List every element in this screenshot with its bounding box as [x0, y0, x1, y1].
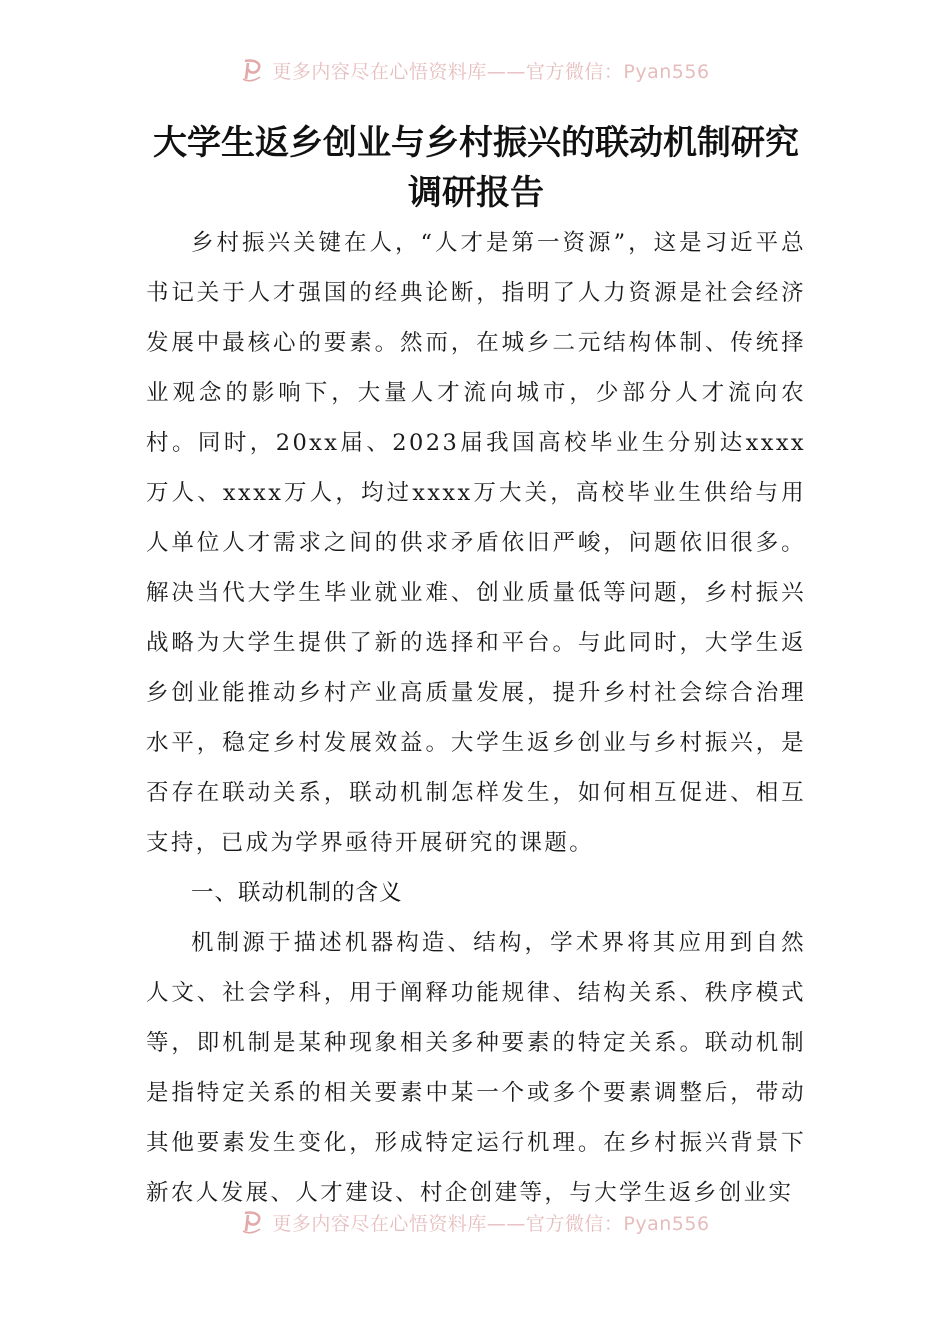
document-body: [146, 118, 806, 1218]
stylized-p-logo-icon: [240, 57, 266, 83]
intro-paragraph: 乡村振兴关键在人，“人才是第一资源”，这是习近平总书记关于人才强国的经典论断，指明了人力资源是社会经济发展中最核心的要素。然而，在城乡二元结构体制、传统择业观念的影响下，大量人才流向城市，少部分人才流向农村。同时，20xx届、2023届我国高校毕业生分别达xxxx万人、xxxx万人，均过xxxx万大关，高校毕业生供给与用人单位人才需求之间的供求矛盾依旧严峻，问题依旧很多。解决当代大学生毕业就业难、创业质量低等问题，乡村振兴战略为大学生提供了新的选择和平台。与此同时，大学生返乡创业能推动乡村产业高质量发展，提升乡村社会综合治理水平，稳定乡村发展效益。大学生返乡创业与乡村振兴，是否存在联动关系，联动机制怎样发生，如何相互促进、相互支持，已成为学界亟待开展研究的课题。: [146, 230, 806, 856]
watermark-header: [0, 56, 950, 84]
watermark-text: 更多内容尽在心悟资料库——官方微信：Pyan556: [272, 60, 710, 83]
stylized-p-logo-icon: [240, 1209, 266, 1235]
watermark-text: 更多内容尽在心悟资料库——官方微信：Pyan556: [272, 1212, 710, 1235]
watermark-footer: [0, 1208, 950, 1236]
page-title: 大学生返乡创业与乡村振兴的联动机制研究调研报告: [153, 123, 799, 213]
section-heading: 一、联动机制的含义: [191, 880, 403, 906]
section-paragraph: 机制源于描述机器构造、结构，学术界将其应用到自然人文、社会学科，用于阐释功能规律、结构关系、秩序模式等，即机制是某种现象相关多种要素的特定关系。联动机制是指特定关系的相关要素中某一个或多个要素调整后，带动其他要素发生变化，形成特定运行机理。在乡村振兴背景下新农人发展、人才建设、村企创建等，与大学生返乡创业实: [146, 930, 806, 1206]
